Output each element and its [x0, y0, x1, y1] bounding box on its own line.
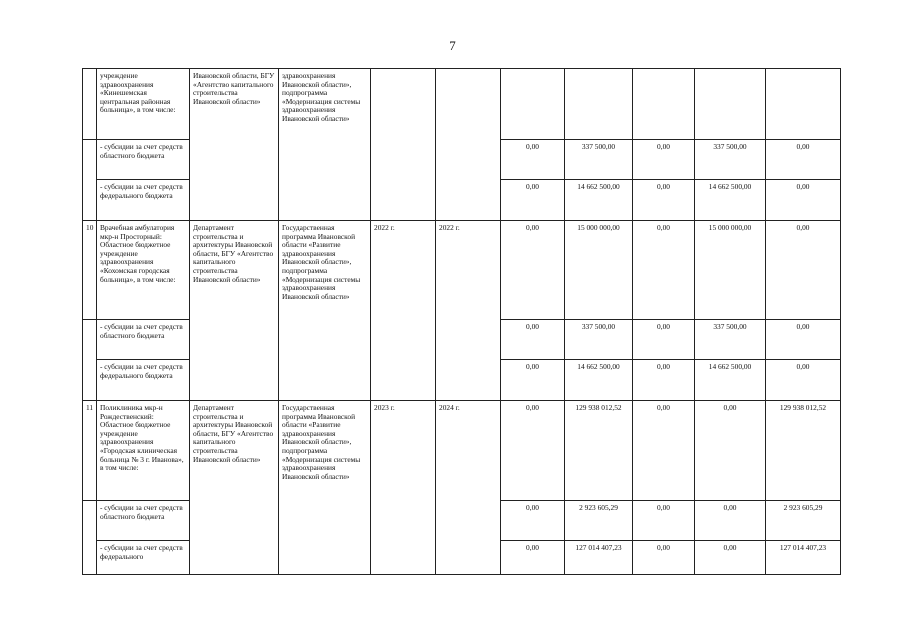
amount-cell: [565, 69, 633, 140]
amount-cell: 15 000 000,00: [695, 221, 766, 320]
row-index: [83, 320, 97, 401]
amount-cell: [695, 69, 766, 140]
amount-cell: 337 500,00: [695, 140, 766, 180]
start-year: 2023 г.: [371, 401, 436, 575]
customer-cell: Ивановской области, БГУ «Агентство капитального строительства Ивановской области»: [190, 69, 279, 221]
subsidy-label: - субсидии за счет средств федерального: [97, 541, 190, 575]
amount-cell: 0,00: [501, 180, 565, 221]
amount-cell: 14 662 500,00: [695, 360, 766, 401]
amount-cell: 129 938 012,52: [565, 401, 633, 501]
amount-cell: 0,00: [695, 401, 766, 501]
amount-cell: 0,00: [695, 541, 766, 575]
subsidy-label: - субсидии за счет средств федерального бюджета: [97, 180, 190, 221]
program-cell: здравоохранения Ивановской области», подпрограмма «Модернизация системы здравоохранения Ивановской области»: [279, 69, 371, 221]
amount-cell: 0,00: [501, 221, 565, 320]
amount-cell: 0,00: [501, 140, 565, 180]
table-row: [83, 69, 841, 140]
amount-cell: 0,00: [501, 320, 565, 360]
row-index: 10: [83, 221, 97, 320]
amount-cell: 0,00: [633, 140, 695, 180]
investment-table: [82, 68, 841, 575]
amount-cell: [766, 69, 841, 140]
amount-cell: 0,00: [766, 140, 841, 180]
table-row: [83, 221, 841, 320]
end-year: [436, 69, 501, 221]
amount-cell: 0,00: [633, 221, 695, 320]
start-year: 2022 г.: [371, 221, 436, 401]
amount-cell: 0,00: [695, 501, 766, 541]
end-year: 2024 г.: [436, 401, 501, 575]
amount-cell: [501, 69, 565, 140]
amount-cell: 0,00: [633, 541, 695, 575]
page-number: 7: [449, 38, 456, 53]
object-name: Врачебная амбулатория мкр-н Просторный: Областное бюджетное учреждение здравоохранения «Кохомская городская больница», в том числе:: [97, 221, 190, 320]
amount-cell: 0,00: [633, 360, 695, 401]
amount-cell: 0,00: [501, 541, 565, 575]
amount-cell: 15 000 000,00: [565, 221, 633, 320]
program-cell: Государственная программа Ивановской области «Развитие здравоохранения Ивановской области», подпрограмма «Модернизация системы здравоохранения Ивановской области»: [279, 221, 371, 401]
amount-cell: 14 662 500,00: [565, 180, 633, 221]
amount-cell: 0,00: [501, 401, 565, 501]
amount-cell: 14 662 500,00: [565, 360, 633, 401]
amount-cell: 0,00: [766, 221, 841, 320]
row-index: [83, 69, 97, 140]
row-index: 11: [83, 401, 97, 501]
amount-cell: 337 500,00: [695, 320, 766, 360]
amount-cell: 0,00: [501, 360, 565, 401]
table-row: [83, 401, 841, 501]
subsidy-label: - субсидии за счет средств областного бюджета: [97, 501, 190, 541]
amount-cell: 0,00: [766, 360, 841, 401]
amount-cell: 0,00: [633, 501, 695, 541]
object-name: Поликлиника мкр-н Рождественский: Областное бюджетное учреждение здравоохранения «Городская клиническая больница № 3 г. Иванова», в том числе:: [97, 401, 190, 501]
customer-cell: Департамент строительства и архитектуры Ивановской области, БГУ «Агентство капитального строительства Ивановской области»: [190, 221, 279, 401]
subsidy-label: - субсидии за счет средств областного бюджета: [97, 140, 190, 180]
amount-cell: 0,00: [633, 401, 695, 501]
subsidy-label: - субсидии за счет средств федерального бюджета: [97, 360, 190, 401]
end-year: 2022 г.: [436, 221, 501, 401]
amount-cell: 0,00: [766, 320, 841, 360]
row-index: [83, 501, 97, 575]
amount-cell: 337 500,00: [565, 320, 633, 360]
amount-cell: [633, 69, 695, 140]
subsidy-label: - субсидии за счет средств областного бюджета: [97, 320, 190, 360]
amount-cell: 2 923 605,29: [565, 501, 633, 541]
amount-cell: 2 923 605,29: [766, 501, 841, 541]
amount-cell: 127 014 407,23: [766, 541, 841, 575]
amount-cell: 0,00: [766, 180, 841, 221]
start-year: [371, 69, 436, 221]
amount-cell: 0,00: [633, 180, 695, 221]
amount-cell: 0,00: [501, 501, 565, 541]
amount-cell: 127 014 407,23: [565, 541, 633, 575]
amount-cell: 129 938 012,52: [766, 401, 841, 501]
amount-cell: 0,00: [633, 320, 695, 360]
amount-cell: 14 662 500,00: [695, 180, 766, 221]
program-cell: Государственная программа Ивановской области «Развитие здравоохранения Ивановской области», подпрограмма «Модернизация системы здравоохранения Ивановской области»: [279, 401, 371, 575]
customer-cell: Департамент строительства и архитектуры Ивановской области, БГУ «Агентство капитального строительства Ивановской области»: [190, 401, 279, 575]
object-name: учреждение здравоохранения «Кинешемская центральная районная больница», в том числе:: [97, 69, 190, 140]
row-index: [83, 140, 97, 221]
amount-cell: 337 500,00: [565, 140, 633, 180]
